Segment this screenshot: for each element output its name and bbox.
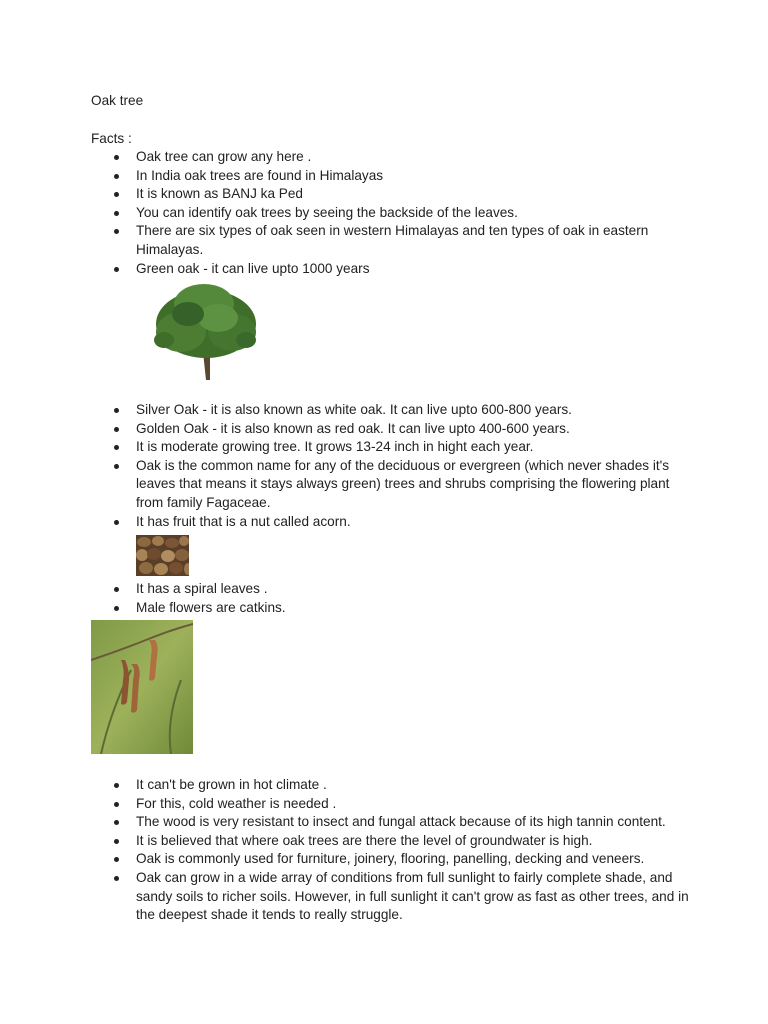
list-item: The wood is very resistant to insect and fungal attack because of its high tannin content. xyxy=(0,813,696,832)
list-item: It is believed that where oak trees are there the level of groundwater is high. xyxy=(0,832,696,851)
list-item: It is known as BANJ ka Ped xyxy=(0,185,696,204)
list-item: Silver Oak - it is also known as white oak. It can live upto 600-800 years. xyxy=(0,401,696,420)
facts-list-4 xyxy=(0,776,696,925)
green-oak-tree-image xyxy=(136,282,276,380)
document-title: Oak tree xyxy=(91,93,144,108)
list-item: Male flowers are catkins. xyxy=(0,599,696,618)
list-item: Oak tree can grow any here . xyxy=(0,148,696,167)
list-item: Oak can grow in a wide array of conditions from full sunlight to fairly complete shade, and sandy soils to richer soils. However, in full sunlight it can't grow as fast as other trees, and in the deepest shade it tends to really struggle. xyxy=(0,869,696,925)
list-item: Oak is commonly used for furniture, joinery, flooring, panelling, decking and veneers. xyxy=(0,850,696,869)
facts-list-1 xyxy=(0,148,696,278)
list-item: It has fruit that is a nut called acorn. xyxy=(0,513,696,532)
catkins-image xyxy=(91,620,193,754)
list-item: Golden Oak - it is also known as red oak. It can live upto 400-600 years. xyxy=(0,420,696,439)
list-item: Green oak - it can live upto 1000 years xyxy=(0,260,696,279)
facts-label: Facts : xyxy=(91,131,132,146)
list-item: There are six types of oak seen in western Himalayas and ten types of oak in eastern Himalayas. xyxy=(0,222,696,259)
facts-list-2 xyxy=(0,401,696,531)
list-item: For this, cold weather is needed . xyxy=(0,795,696,814)
list-item: In India oak trees are found in Himalayas xyxy=(0,167,696,186)
list-item: Oak is the common name for any of the deciduous or evergreen (which never shades it's leaves that means it stays always green) trees and shrubs comprising the flowering plant from family Fagaceae. xyxy=(0,457,696,513)
list-item: It has a spiral leaves . xyxy=(0,580,696,599)
acorn-image xyxy=(136,535,189,576)
list-item: It is moderate growing tree. It grows 13-24 inch in hight each year. xyxy=(0,438,696,457)
facts-list-3 xyxy=(0,580,696,617)
list-item: You can identify oak trees by seeing the backside of the leaves. xyxy=(0,204,696,223)
list-item: It can't be grown in hot climate . xyxy=(0,776,696,795)
